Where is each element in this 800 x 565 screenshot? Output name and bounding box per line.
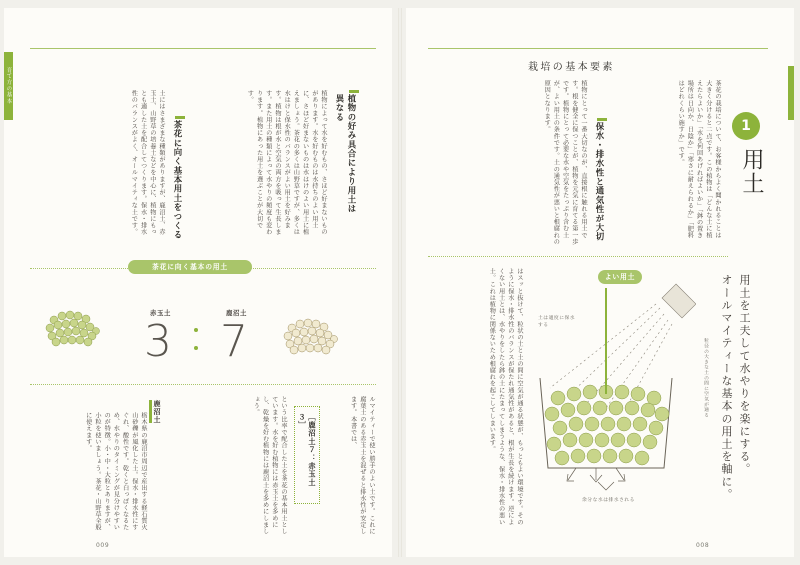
- section2-body: 土にはさまざまな種類がありますが、鹿沼土、赤玉土、山野草の培養土などを中心に、植物にもっとも適した土を配合してつくります。保水・排水性のバランスがよく、オールマイティな土です。: [130, 90, 165, 236]
- section1-body: 植物によって水を好むもの、さほど好まないものがあります。水を好むものは水持ちのよい用土に、さほど好まないものは水はけのよい用土に植えましょう。茶花の多くは山野草ですが、多くは水はけと保水性のバランスがよい用土を好みます。植物は根が水と空気の両方を吸って生長します。また用土の種類によって水やりの頻度も変わります。植物にあった用土を選ぶことが大切です。: [246, 90, 327, 236]
- kanuma-ratio-number: 7: [220, 316, 248, 367]
- mix-ratio-box: ［鹿沼土７：赤玉土３］: [294, 406, 320, 504]
- chapter-tab: [4, 52, 13, 120]
- ratio-separator: [194, 328, 198, 364]
- section1-heading: 植物の好み具合により用土は異なる: [334, 90, 358, 214]
- right-page: [406, 8, 794, 557]
- lead-line-1: 用土を工夫して水やりを楽にする。: [738, 274, 751, 476]
- intro-text: 茶花の栽培について、お客様からよく聞かれることは大きく分けると二点です。この植物は「どんな土に植えたらよいか」「水を何回あげればよいか」「鉢の置き場所は日向か、日陰か」「寒さに耐えられるか」「肥料はどれくらい施すか」です。: [677, 80, 721, 239]
- top-rule-right: [428, 48, 768, 49]
- section4-heading: 鹿沼土: [153, 400, 161, 424]
- lead-line-2: オールマイティーな基本の用土を軸に。: [720, 274, 733, 501]
- page-title: 栽培の基本要素: [528, 62, 615, 73]
- akadama-ratio-number: 3: [144, 316, 172, 367]
- section3-body-b: という比率で配合した土を茶花の基本用土としています。水を好む植物には赤玉土を多めにし、乾燥を好む植物には鹿沼土を多めにしましょう。: [252, 396, 287, 535]
- akadama-label: 赤玉土: [150, 309, 171, 317]
- page-number-right: 008: [696, 542, 710, 549]
- section4-body: 栃木県の鹿沼市周辺で産出する軽石質火山砂礫が風化した土。保水・排水性にすぐれ、酸性です。乾くと白っぽくなるため、水やりのタイミングが見分けやすいのが特徴。小・中・大粒とありますが、小粒を使いましょう。茶花・山野草全般に使えます。: [84, 412, 147, 531]
- caption-water-retention: 土は適度に保水する: [538, 316, 576, 328]
- section-number-badge: 1: [732, 112, 760, 140]
- page-number-left: 009: [96, 542, 110, 549]
- top-rule: [30, 48, 376, 49]
- section2-body-right: はスッと抜けて、粒状の土と土の間に空気が通る状態が、もっともよい環境です。そのように保水・排水性のバランスが保たれ通気性があると、根が生長を続けます。逆によくない用土とは、水やりをしたら鉢の土にたまってしまうような、保水・排水性の悪い土。これは植物に関係ないため根腐れを起こしてしまいます。: [488, 268, 523, 526]
- caption-air-flow: 粒径の大きな土の間に空気が通る: [703, 338, 708, 418]
- divider-right: [428, 256, 728, 257]
- right-edge-tab: [788, 66, 794, 120]
- kanuma-label: 鹿沼土: [226, 309, 247, 317]
- gutter: [398, 8, 402, 557]
- kanuma-soil-illustration: [282, 314, 340, 360]
- left-page: [4, 8, 392, 557]
- section2-heading: 茶花に向く基本用土をつくる: [172, 116, 184, 244]
- chapter-tab-label: 育て方の基本: [5, 67, 12, 105]
- akadama-soil-illustration: [44, 306, 102, 352]
- caption-excess-drain: 余分な水は排水される: [582, 498, 635, 503]
- soil-box-bottom-border: [30, 384, 376, 385]
- section1-body-right: 植物にとって一番大切なのが、直接根に触れる用土です。根を健全に保つことが、植物を元気に育てる第一歩です。植物にとって必要な水や空気をたっぷり含む土が、よい用土の条件です。土の通気性が悪いと根腐れの原因となります。: [543, 80, 587, 245]
- figure-label: よい用土: [598, 270, 642, 284]
- section1-heading-right: 保水・排水性と通気性が大切: [594, 118, 606, 246]
- soil-box-title: 茶花に向く基本の用土: [128, 260, 252, 274]
- section3-body-a: ルマイティーで使い勝手のよい土です。これに腐葉土のある赤玉土を混ぜると排水性が安定します。本書では、: [349, 396, 375, 535]
- section-title: 用土: [739, 148, 764, 196]
- good-soil-pot-illustration: [526, 278, 696, 498]
